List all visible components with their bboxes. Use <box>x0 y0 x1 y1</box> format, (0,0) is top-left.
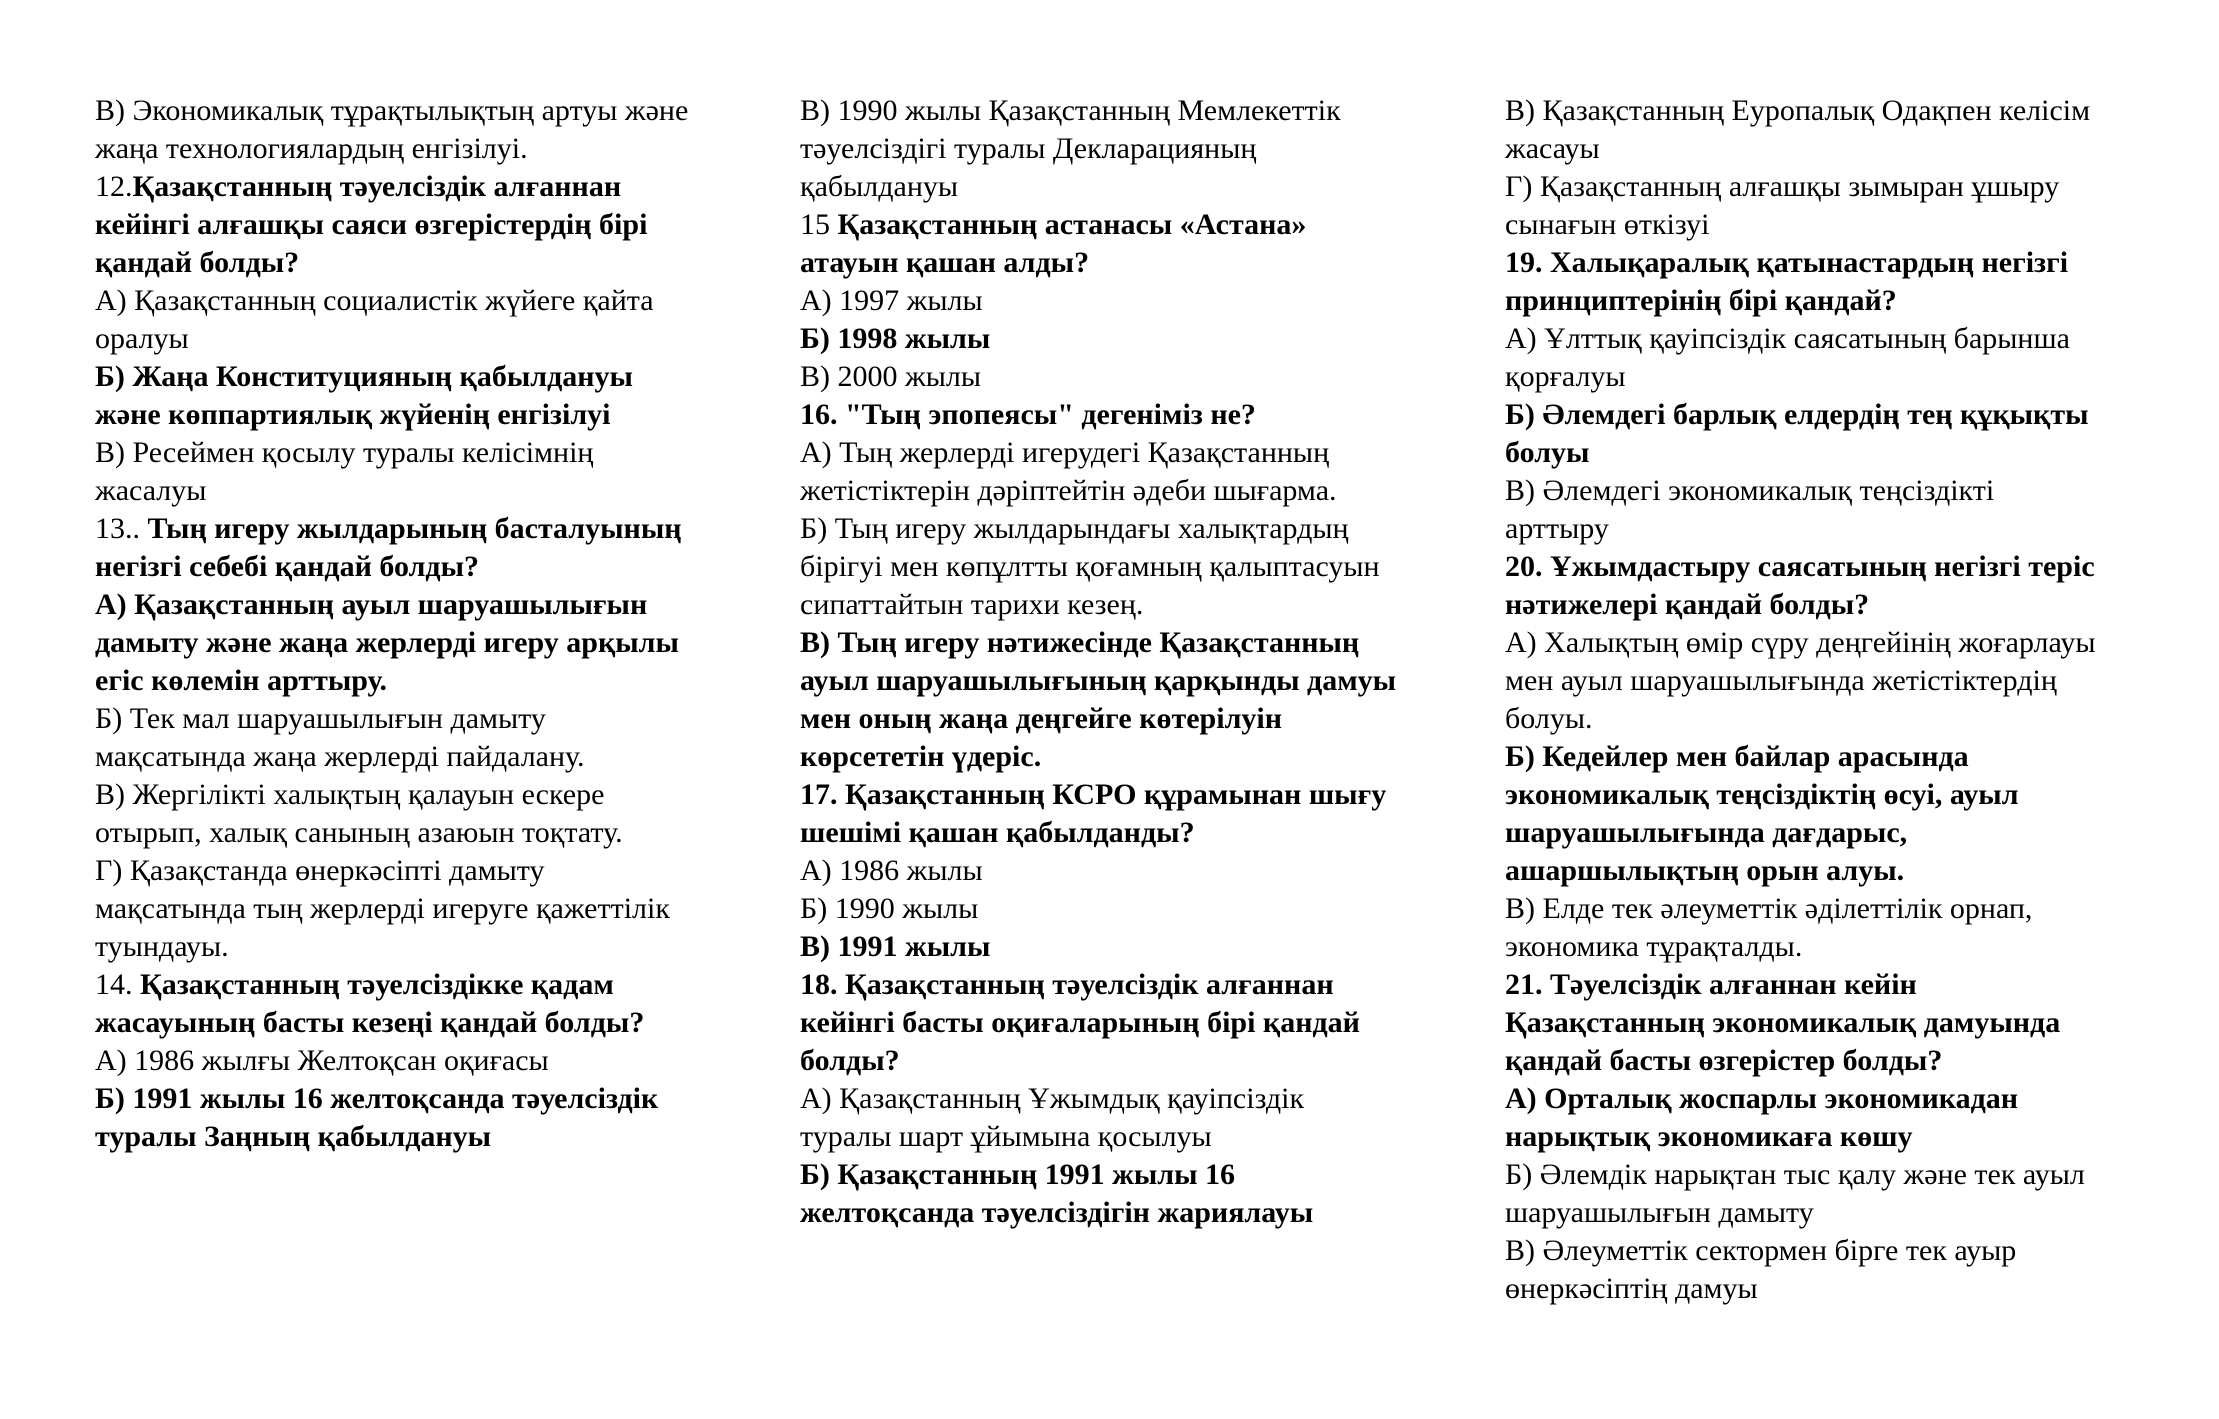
quiz-item <box>95 1042 695 1080</box>
text-run: Тың игеру жылдарының басталуының негізгі себебі қандай болды? <box>95 512 682 583</box>
text-run: В) Әлеуметтік сектормен бірге тек ауыр өнеркәсіптің дамуы <box>1505 1234 2017 1305</box>
quiz-item <box>800 282 1400 320</box>
quiz-columns <box>95 92 2219 1308</box>
quiz-item <box>1505 244 2105 320</box>
quiz-item <box>1505 624 2105 738</box>
quiz-item <box>95 586 695 700</box>
quiz-item <box>800 1156 1400 1232</box>
quiz-item <box>1505 738 2105 890</box>
quiz-item <box>1505 1232 2105 1308</box>
text-run: Қазақстанның тәуелсіздік алғаннан кейінгі алғашқы саяси өзгерістердің бірі қандай болды? <box>95 170 648 279</box>
quiz-item <box>95 852 695 966</box>
text-run: А) Қазақстанның Ұжымдық қауіпсіздік туралы шарт ұйымына қосылуы <box>800 1082 1305 1153</box>
text-run: 12. <box>95 170 133 203</box>
text-run: В) Қазақстанның Еуропалық Одақпен келісім жасауы <box>1505 94 2091 165</box>
text-run: Б) Әлемдік нарықтан тыс қалу және тек ауыл шаруашылығын дамыту <box>1505 1158 2085 1229</box>
text-run: Қазақстанның астанасы «Астана» атауын қашан алды? <box>800 208 1307 279</box>
quiz-item <box>800 320 1400 358</box>
quiz-item <box>800 966 1400 1080</box>
text-run: Б) 1990 жылы <box>800 892 979 925</box>
text-run: В) Әлемдегі экономикалық теңсіздікті арттыру <box>1505 474 1995 545</box>
text-run: А) 1997 жылы <box>800 284 983 317</box>
quiz-item <box>95 776 695 852</box>
quiz-item <box>1505 168 2105 244</box>
text-run: Б) Қазақстанның 1991 жылы 16 желтоқсанда тәуелсіздігін жариялауы <box>800 1158 1314 1229</box>
text-run: 18. Қазақстанның тәуелсіздік алғаннан кейінгі басты оқиғаларының бірі қандай болды? <box>800 968 1360 1077</box>
quiz-item <box>1505 966 2105 1080</box>
quiz-item <box>800 928 1400 966</box>
quiz-column-2 <box>800 92 1400 1232</box>
quiz-item <box>95 510 695 586</box>
text-run: 16. "Тың эпопеясы" дегеніміз не? <box>800 398 1256 431</box>
quiz-item <box>1505 1080 2105 1156</box>
quiz-item <box>800 890 1400 928</box>
quiz-item <box>800 510 1400 624</box>
text-run: 17. Қазақстанның КСРО құрамынан шығу шешімі қашан қабылданды? <box>800 778 1387 849</box>
text-run: Б) Тың игеру жылдарындағы халықтардың бірігуі мен көпұлтты қоғамның қалыптасуын сипаттайтын тарихи кезең. <box>800 512 1380 621</box>
quiz-item <box>1505 320 2105 396</box>
text-run: В) 1991 жылы <box>800 930 991 963</box>
quiz-item <box>95 92 695 168</box>
quiz-item <box>800 852 1400 890</box>
text-run: А) Ұлттық қауіпсіздік саясатының барынша қорғалуы <box>1505 322 2070 393</box>
text-run: Б) Кедейлер мен байлар арасында экономикалық теңсіздіктің өсуі, ауыл шаруашылығында дағдарыс, ашаршылықтың орын алуы. <box>1505 740 2019 887</box>
quiz-column-1 <box>95 92 695 1156</box>
text-run: Қазақстанның тәуелсіздікке қадам жасауының басты кезеңі қандай болды? <box>95 968 645 1039</box>
text-run: 14. <box>95 968 133 1001</box>
text-run: В) Ресеймен қосылу туралы келісімнің жасалуы <box>95 436 594 507</box>
quiz-item <box>800 1080 1400 1156</box>
quiz-item <box>800 358 1400 396</box>
text-run: А) 1986 жылы <box>800 854 983 887</box>
quiz-column-3 <box>1505 92 2105 1308</box>
text-run: Б) Жаңа Конституцияның қабылдануы және көппартиялық жүйенің енгізілуі <box>95 360 633 431</box>
text-run: А) Қазақстанның социалистік жүйеге қайта оралуы <box>95 284 654 355</box>
quiz-item <box>95 966 695 1042</box>
quiz-item <box>1505 548 2105 624</box>
text-run: Б) 1998 жылы <box>800 322 991 355</box>
text-run: В) Елде тек әлеуметтік әділеттілік орнап, экономика тұрақталды. <box>1505 892 2033 963</box>
quiz-item <box>95 358 695 434</box>
quiz-item <box>95 1080 695 1156</box>
text-run: Г) Қазақстанның алғашқы зымыран ұшыру сынағын өткізуі <box>1505 170 2060 241</box>
quiz-item <box>95 700 695 776</box>
text-run: 21. Тәуелсіздік алғаннан кейін Қазақстанның экономикалық дамуында қандай басты өзгерістер болды? <box>1505 968 2061 1077</box>
text-run: Г) Қазақстанда өнеркәсіпті дамыту мақсатында тың жерлерді игеруге қажеттілік туындауы. <box>95 854 670 963</box>
text-run: 20. Ұжымдастыру саясатының негізгі теріс нәтижелері қандай болды? <box>1505 550 2095 621</box>
text-run: А) Тың жерлерді игерудегі Қазақстанның жетістіктерін дәріптейтін әдеби шығарма. <box>800 436 1337 507</box>
text-run: Б) 1991 жылы 16 желтоқсанда тәуелсіздік туралы Заңның қабылдануы <box>95 1082 659 1153</box>
quiz-item <box>800 396 1400 434</box>
text-run: В) Тың игеру нәтижесінде Қазақстанның ауыл шаруашылығының қарқынды дамуы мен оның жаңа деңгейге көтерілуін көрсететін үдеріс. <box>800 626 1397 773</box>
text-run: В) Жергілікті халықтың қалауын ескере отырып, халық санының азаюын тоқтату. <box>95 778 623 849</box>
quiz-item <box>95 168 695 282</box>
text-run: Б) Әлемдегі барлық елдердің тең құқықты болуы <box>1505 398 2089 469</box>
quiz-item <box>1505 472 2105 548</box>
text-run: В) 1990 жылы Қазақстанның Мемлекеттік тәуелсіздігі туралы Декларацияның қабылдануы <box>800 94 1341 203</box>
quiz-item <box>800 434 1400 510</box>
quiz-item <box>95 434 695 510</box>
text-run: В) 2000 жылы <box>800 360 982 393</box>
text-run: А) Орталық жоспарлы экономикадан нарықтық экономикаға көшу <box>1505 1082 2019 1153</box>
quiz-item <box>1505 92 2105 168</box>
text-run: А) 1986 жылғы Желтоқсан оқиғасы <box>95 1044 549 1077</box>
quiz-item <box>800 92 1400 206</box>
quiz-item <box>800 206 1400 282</box>
quiz-item <box>800 776 1400 852</box>
text-run: 15 <box>800 208 838 241</box>
quiz-item <box>1505 1156 2105 1232</box>
text-run: А) Халықтың өмір сүру деңгейінің жоғарлауы мен ауыл шаруашылығында жетістіктердің болуы. <box>1505 626 2096 735</box>
quiz-item <box>1505 890 2105 966</box>
text-run: 13.. <box>95 512 140 545</box>
text-run: В) Экономикалық тұрақтылықтың артуы және жаңа технологиялардың енгізілуі. <box>95 94 689 165</box>
text-run: 19. Халықаралық қатынастардың негізгі принциптерінің бірі қандай? <box>1505 246 2069 317</box>
quiz-item <box>95 282 695 358</box>
quiz-item <box>1505 396 2105 472</box>
quiz-item <box>800 624 1400 776</box>
text-run: Б) Тек мал шаруашылығын дамыту мақсатында жаңа жерлерді пайдалану. <box>95 702 585 773</box>
text-run: А) Қазақстанның ауыл шаруашылығын дамыту және жаңа жерлерді игеру арқылы егіс көлемін арттыру. <box>95 588 679 697</box>
